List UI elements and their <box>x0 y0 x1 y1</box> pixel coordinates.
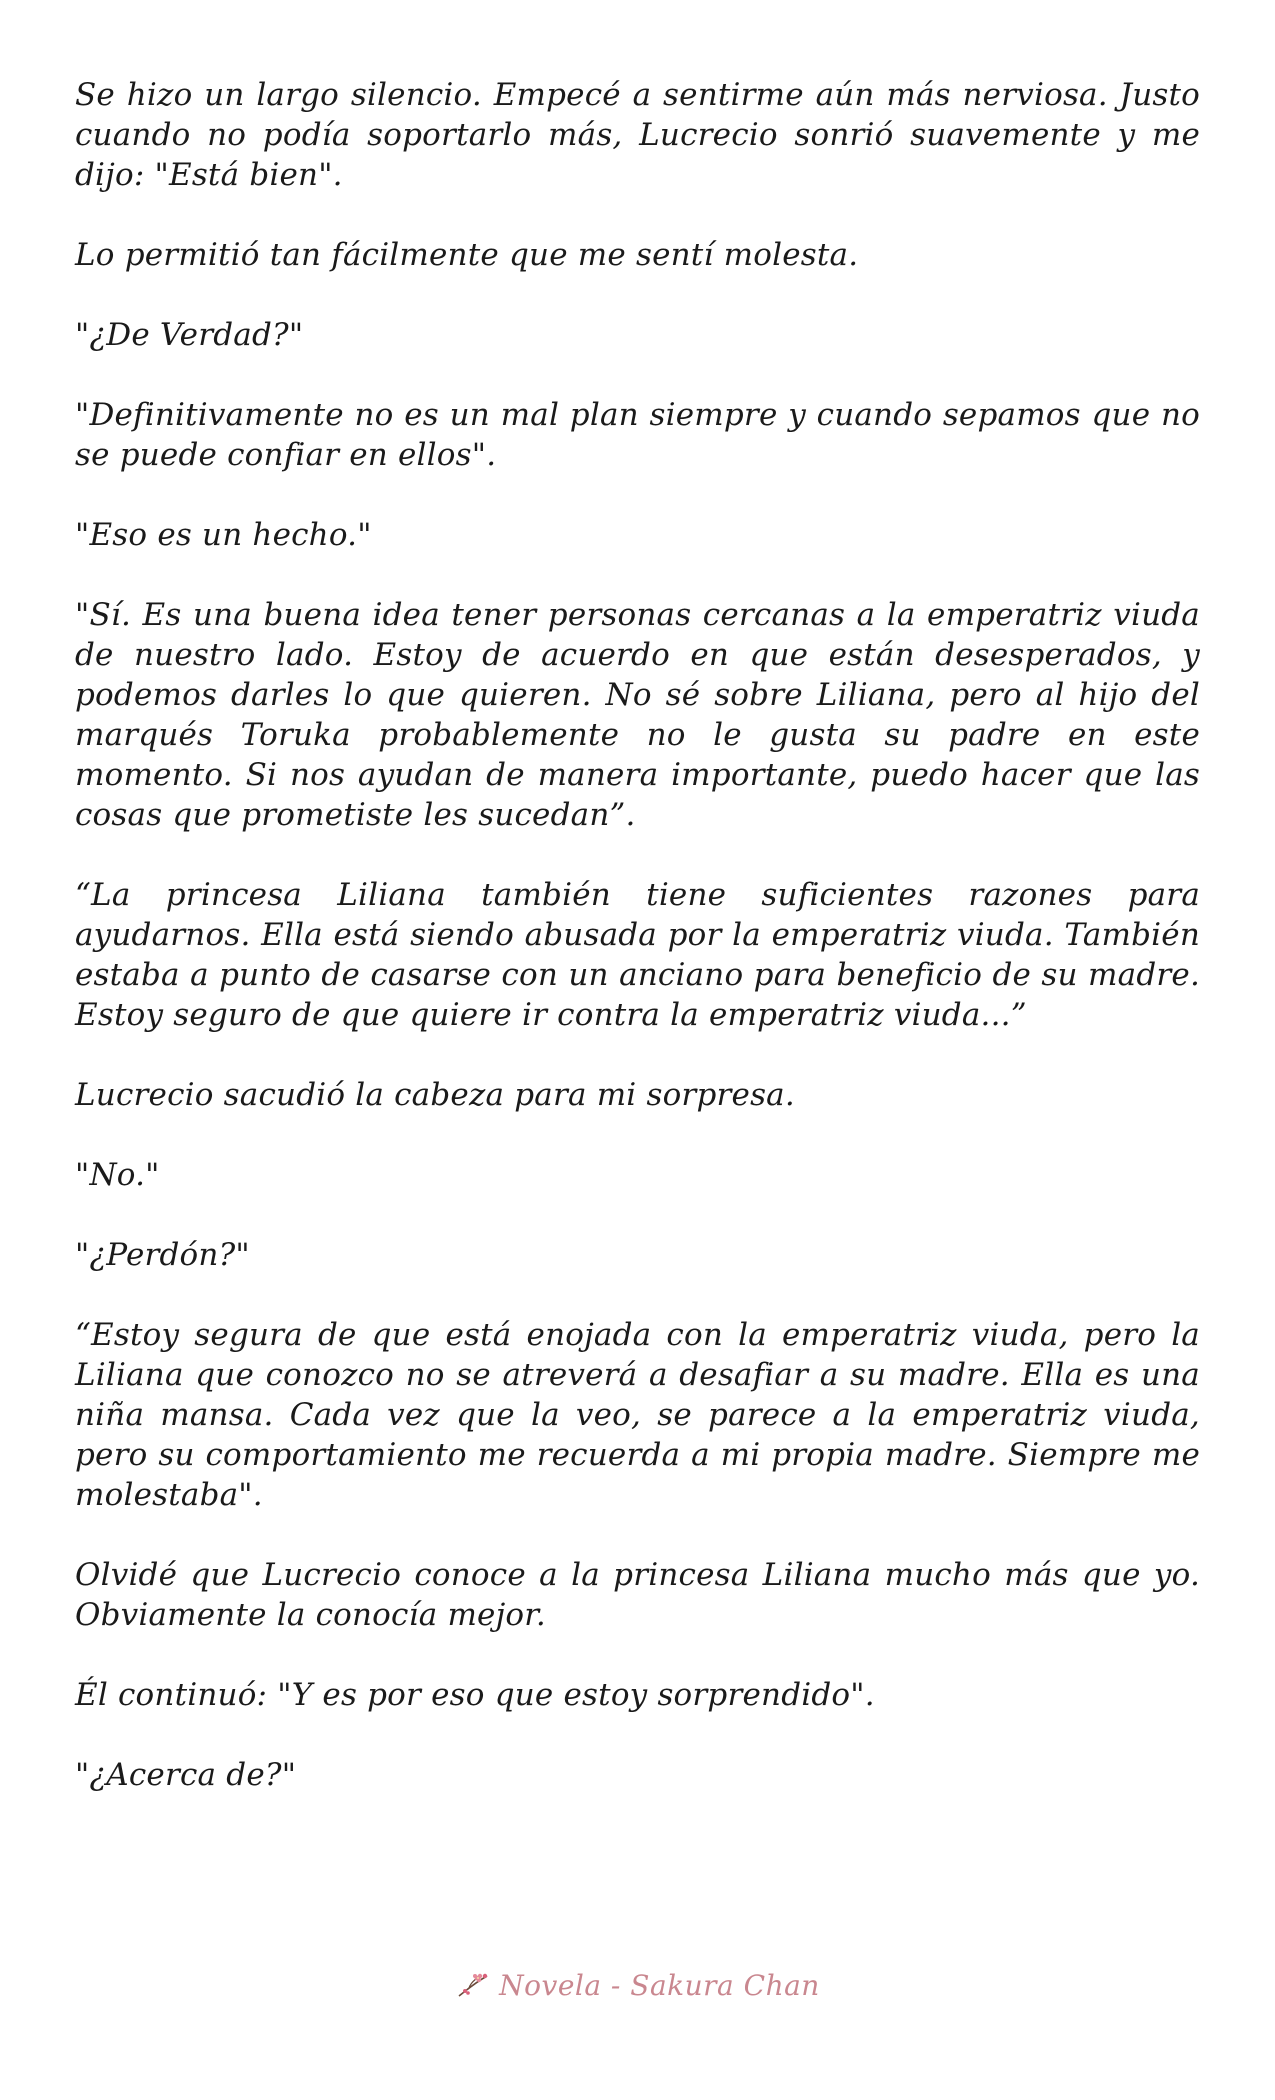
brand-text: Novela - Sakura Chan <box>499 1968 820 2002</box>
paragraph-13: Él continuó: "Y es por eso que estoy sorprendido". <box>75 1677 875 1713</box>
paragraph-7: “La princesa Liliana también tiene suficientes razones para ayudarnos. Ella está siendo abusada por la emperatriz viuda. También estaba a punto de casarse con un anciano para beneficio de su madre. Estoy seguro de que quiere ir contra la emperatriz viuda...” <box>75 877 1200 1033</box>
paragraph-3: "¿De Verdad?" <box>75 317 304 353</box>
paragraph-9: "No." <box>75 1157 160 1193</box>
paragraph-10: "¿Perdón?" <box>75 1237 250 1273</box>
paragraph-6: "Sí. Es una buena idea tener personas cercanas a la emperatriz viuda de nuestro lado. Estoy de acuerdo en que están desesperados, y podemos darles lo que quieren. No sé sobre Liliana, pero al hijo del marqués Toruka probablemente no le gusta su padre en este momento. Si nos ayudan de manera importante, puedo hacer que las cosas que prometiste les sucedan”. <box>75 597 1200 833</box>
footer <box>0 1960 1275 2010</box>
paragraph-11: “Estoy segura de que está enojada con la emperatriz viuda, pero la Liliana que conozco no se atreverá a desafiar a su madre. Ella es una niña mansa. Cada vez que la veo, se parece a la emperatriz viuda, pero su comportamiento me recuerda a mi propia madre. Siempre me molestaba". <box>75 1317 1200 1513</box>
paragraph-8: Lucrecio sacudió la cabeza para mi sorpresa. <box>75 1077 795 1113</box>
paragraph-5: "Eso es un hecho." <box>75 517 372 553</box>
paragraph-12: Olvidé que Lucrecio conoce a la princesa Liliana mucho más que yo. Obviamente la conocía mejor. <box>75 1557 1200 1633</box>
paragraph-2: Lo permitió tan fácilmente que me sentí molesta. <box>75 237 859 273</box>
brand-watermark <box>455 1969 820 2002</box>
document-body <box>75 75 1200 1835</box>
paragraph-14: "¿Acerca de?" <box>75 1757 297 1793</box>
paragraph-1: Se hizo un largo silencio. Empecé a sentirme aún más nerviosa. Justo cuando no podía soportarlo más, Lucrecio sonrió suavemente y me dijo: "Está bien". <box>75 77 1200 193</box>
sakura-branch-icon <box>455 1970 491 2000</box>
paragraph-4: "Definitivamente no es un mal plan siempre y cuando sepamos que no se puede confiar en ellos". <box>75 397 1200 473</box>
